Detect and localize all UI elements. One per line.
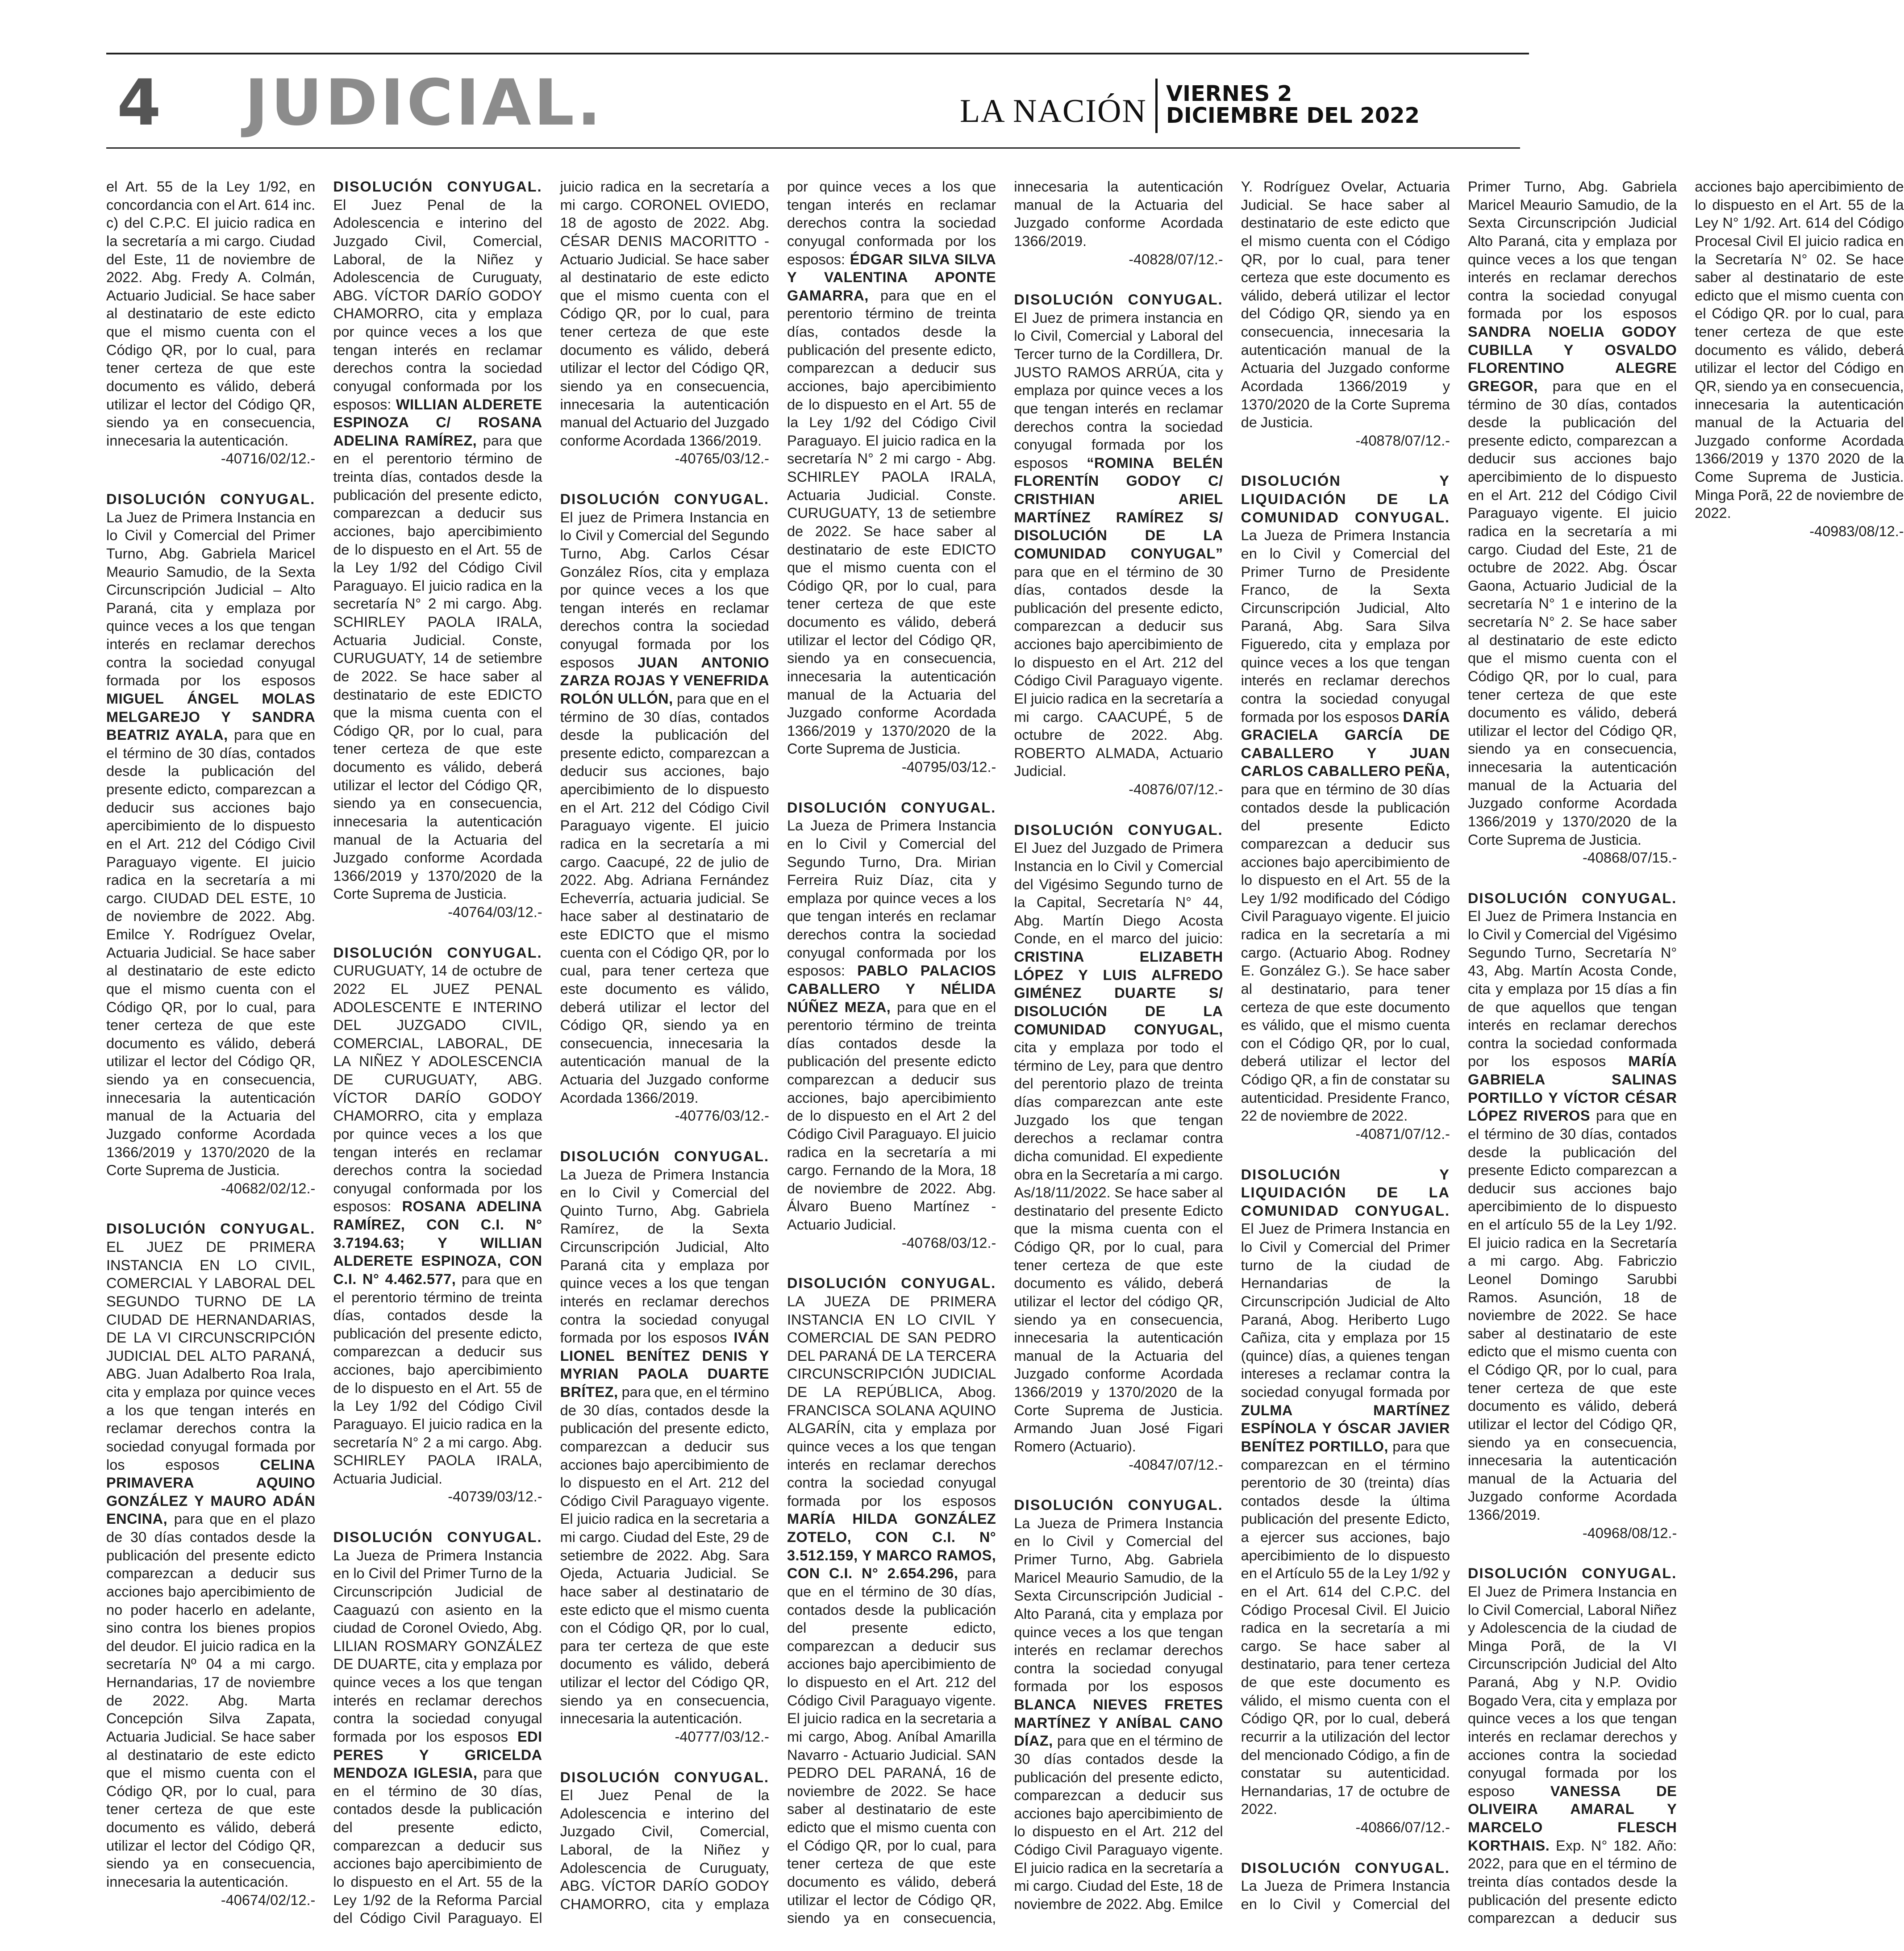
notice-body: para que, en el término de 30 días, contados desde la publicación del presente edicto, comparezcan a deducir sus acciones bajo apercibimiento de lo dispuesto en el Art. 212 del Código Civil Paraguayo vigente. El juicio radica en la secretaria a mi cargo. Ciudad del Este, 29 de setiembre de 2022. Abg. Sara Ojeda, Actuaria Judicial. Se hace saber al destinatario de este edicto que el mismo cuenta con el Código QR, por lo cual, para ter certeza de que este documento es válido, deberá utilizar el lector del Código QR, siendo ya en consecuencia, innecesaria la autenticación. (560, 1384, 769, 1727)
notice-heading: DISOLUCIÓN CONYUGAL. (1014, 292, 1223, 308)
legal-notice (1241, 1166, 1450, 1837)
notice-heading: DISOLUCIÓN CONYUGAL. (560, 1148, 769, 1164)
notice-reference: -40674/02/12.- (221, 1892, 316, 1908)
notice-heading: DISOLUCIÓN CONYUGAL. (1014, 1497, 1223, 1513)
notice-heading: DISOLUCIÓN CONYUGAL. (1014, 821, 1223, 838)
notice-intro: El Juez de Primera Instancia en lo Civil y Comercial del Vigésimo Segundo Turno, Secretaría N° 43, Abg. Martín Acosta Conde, cita y emplaza por 15 días a fin de que aquellos que tengan interés en reclamar derechos contra la sociedad conformada por los esposos (1467, 908, 1677, 1070)
notice-text (1468, 889, 1677, 1542)
notice-heading: DISOLUCIÓN Y LIQUIDACIÓN DE LA COMUNIDAD CONYUGAL. (1241, 473, 1450, 525)
notice-body: cita y emplaza por todo el término de Ley, para que dentro del perentorio plazo de treinta días comparezcan ante este Juzgado los que tengan derechos a reclamar contra dicha comunidad. El expediente obra en la Secretaría a mi cargo. As/18/11/2022. Se hace saber al destinatario del presente Edicto que la misma cuenta con el Código QR, por lo cual, para tener certeza de que este documento es válido, deberá utilizar el lector del código QR, siendo ya en consecuencia, innecesaria la autenticación manual de la Actuaria del Juzgado conforme Acordada 1366/2019 y 1370/2020 de la Corte Suprema de Justicia. Armando Juan José Figari Romero (Actuario). (1014, 1039, 1223, 1455)
notice-intro: El Juez de Primera Instancia en lo Civil Comercial, Laboral Niñez y Adolescencia de la ciudad de Minga Porã, de la VI Circunscripción Judicial del Alto Paraná, Abg y N.P. Ovidio Bogado Vera, cita y emplaza por quince veces a los que tengan interés en reclamar derechos y acciones contra la sociedad conyugal formada por los esposo (1467, 1583, 1677, 1799)
notice-heading: DISOLUCIÓN CONYUGAL. (787, 799, 996, 816)
notice-reference: -40876/07/12.- (1129, 781, 1223, 797)
notice-text (106, 490, 315, 1197)
notice-heading: DISOLUCIÓN CONYUGAL. (560, 1769, 769, 1785)
notice-body: para que comparezcan en el término perentorio de 30 (treinta) días contados desde la última publicación del presente Edicto, a ejercer sus acciones, bajo apercibimiento de lo dispuesto en el Artículo 55 de la Ley 1/92 y en el Art. 614 del C.P.C. del Código Procesal Civil. El Juicio radica en la secretaría a mi cargo. Se hace saber al destinatario, para tener certeza de que este documento es válido, el mismo cuenta con el Código QR, por lo cual, deberá recurrir a la utilización del lector del mencionado Código, a fin de constatar su autenticidad. Hernandarias, 17 de octubre de 2022. (1241, 1438, 1450, 1818)
legal-notice (333, 944, 542, 1506)
legal-notice (1241, 472, 1450, 1143)
notice-parties: DARÍA GRACIELA GARCÍA DE CABALLERO Y JUAN CARLOS CABALLERO PEÑA, (1241, 709, 1450, 780)
notice-reference: -40866/07/12.- (1355, 1819, 1450, 1835)
notice-body: para que en el término de 30 días, contados desde la publicación del presente edicto, comparezcan a deducir sus acciones bajo apercibimiento de lo dispuesto en el Art. 212 del Código Civil Paraguayo vigente. El juicio radica en la secretaría a mi cargo. CAACUPÉ, 5 de octubre de 2022. Abg. ROBERTO ALMADA, Actuario Judicial. (1014, 563, 1223, 780)
notice-heading: DISOLUCIÓN CONYUGAL. (333, 1529, 542, 1545)
top-rule (106, 53, 1529, 54)
notice-reference: -40682/02/12.- (221, 1180, 316, 1196)
legal-notice (106, 1220, 315, 1909)
notice-intro: La Juez de Primera Instancia en lo Civil y Comercial del Primer Turno, Abg. Gabriela Maricel Meaurio Samudio, de la Sexta Circunscripción Judicial – Alto Paraná, cita y emplaza por quince veces a los que tengan interés en reclamar derechos contra la sociedad conyugal formada por los esposos (106, 509, 316, 689)
notice-body: para que en el perentorio término de treinta días, contados desde la publicación del presente edicto, comparezcan a deducir sus acciones, bajo apercibimiento de lo dispuesto en el Art. 55 de la Ley 1/92 del Código Civil Paraguayo. El juicio radica en la secretaría N° 2 mi cargo - Abg. SCHIRLEY PAOLA IRALA, Actuaria Judicial. Conste. CURUGUATY, 13 de setiembre de 2022. Se hace saber al destinatario de este EDICTO que el mismo cuenta con el Código QR, por lo cual, para tener certeza de que este documento es válido, deberá utilizar el lector del Código QR, siendo ya en consecuencia, innecesaria la autenticación manual de la Actuaria del Juzgado conforme Acordada 1366/2019 y 1370/2020 de la Corte Suprema de Justicia. (787, 287, 996, 757)
notice-intro: La Jueza de Primera Instancia en lo Civil y Comercial del Primer Turno, Abg. Gabriela Maricel Meaurio Samudio, de la Sexta Circunscripción Judicial Alto Paraná, cita y emplaza por quince veces a los que tengan interés en reclamar derechos contra la sociedad conyugal formada por los esposos (1241, 179, 1677, 1912)
notice-heading: DISOLUCIÓN Y LIQUIDACIÓN DE LA COMUNIDAD CONYUGAL. (1241, 1166, 1450, 1219)
notice-body: para que en término de 30 días contados desde la publicación del presente Edicto comparezcan a deducir sus acciones bajo apercibimiento de lo dispuesto en el Art. 55 de la Ley 1/92 modificado del Código Civil Paraguayo vigente. El juicio radica en la secretaría a mi cargo. (Actuario Abog. Rodney E. González G.). Se hace saber al destinatario, para tener certeza de que este documento es válido, que el mismo cuenta con el Código QR, por lo cual, deberá utilizar el lector del Código QR, a fin de constatar su autenticidad. Presidente Franco, 22 de noviembre de 2022. (1241, 781, 1450, 1124)
notice-text (560, 1147, 769, 1746)
notice-body: para que en el perentorio término de treinta días contados desde la publicación del presente edicto comparezcan a deducir sus acciones, bajo apercibimiento de lo dispuesto en el Art 2 del Código Civil Paraguayo. El juicio radica en la secretaría a mi cargo. Fernando de la Mora, 18 de noviembre de 2022. Abg. Álvaro Bueno Martínez - Actuario Judicial. (787, 999, 996, 1233)
section-title: JUDICIAL. (245, 66, 604, 140)
notice-intro: El Juez de Primera Instancia en lo Civil y Comercial del Primer turno de la ciudad de Hernandarias de la Circunscripción Judicial de Alto Paraná, Abog. Heriberto Lugo Cañiza, cita y emplaza por 15 (quince) días, a quienes tengan intereses a reclamar contra la sociedad conyugal formada por (1241, 1221, 1450, 1400)
notice-parties: IVÁN LIONEL BENÍTEZ DENIS Y MYRIAN PAOLA DUARTE BRÍTEZ, (560, 1330, 769, 1400)
notice-text (333, 178, 542, 921)
notice-parties: BLANCA NIEVES FRETES MARTÍNEZ Y ANÍBAL CANO DÍAZ, (1014, 1697, 1223, 1749)
notice-parties: MIGUEL ÁNGEL MOLAS MELGAREJO Y SANDRA BEATRIZ AYALA, (106, 690, 316, 743)
notice-heading: DISOLUCIÓN CONYUGAL. (106, 1221, 316, 1237)
notice-intro: CURUGUATY, 14 de octubre de 2022 EL JUEZ PENAL ADOLESCENTE E INTERINO DEL JUZGADO CIVIL, COMERCIAL, LABORAL, DE LA NIÑEZ Y ADOLESCENCIA DE CURUGUATY, ABG. VÍCTOR DARÍO GODOY CHAMORRO, cita y emplaza por quince veces a los que tengan interés en reclamar derechos contra la sociedad conyugal conformada por los esposos: (333, 963, 542, 1215)
notice-body: para que en el perentorio término de treinta días, contados desde la publicación del presente edicto, comparezcan a deducir sus acciones, bajo apercibimiento de lo dispuesto en el Art. 55 de la Ley 1/92 del Código Civil Paraguayo. El juicio radica en la secretaría N° 2 mi cargo. Abg. SCHIRLEY PAOLA IRALA, Actuaria Judicial. Conste, CURUGUATY, 14 de setiembre de 2022. Se hace saber al destinatario de este EDICTO que la misma cuenta con el Código QR, por lo cual, para tener certeza de que este documento es válido, deberá utilizar el lector del Código QR, siendo ya en consecuencia, innecesaria la autenticación manual de la Actuaria del Juzgado conforme Acordada 1366/2019 y 1370/2020 de la Corte Suprema de Justicia. (333, 432, 542, 902)
date-separator (1155, 79, 1158, 133)
notice-body: para que en el plazo de 30 días contados desde la publicación del presente edicto comparezcan a deducir sus acciones bajo apercibimiento de no poder hacerlo en adelante, sino contra los bienes propios del deudor. El juicio radica en la secretaría Nº 04 a mi cargo. Hernandarias, 17 de noviembre de 2022. Abg. Marta Concepción Silva Zapata, Actuaria Judicial. Se hace saber al destinatario de este edicto que el mismo cuenta con el Código QR, por lo cual, para tener certeza de que este documento es válido, deberá utilizar el lector del Código QR, siendo ya en consecuencia, innecesaria la autenticación. (106, 1511, 316, 1890)
notice-intro: El Juez del Juzgado de Primera Instancia en lo Civil y Comercial del Vigésimo Segundo turno de la Capital, Secretaría N° 44, Abg. Martín Diego Acosta Conde, en el marco del juicio: (1014, 840, 1223, 947)
notice-parties: SANDRA NOELIA GODOY CUBILLA Y OSVALDO FLORENTINO ALEGRE GREGOR, (1467, 324, 1677, 394)
legal-notice (1468, 889, 1677, 1542)
notice-body: para que en el término de 30 días, contados desde la publicación del presente edicto, comparezcan a deducir sus acciones, bajo apercibimiento de lo dispuesto en el Art. 212 del Código Civil Paraguayo vigente. El juicio radica en la secretaría a mi cargo. Caacupé, 22 de julio de 2022. Abg. Adriana Fernández Echeverría, actuaria judicial. Se hace saber al destinatario de este EDICTO que el mismo cuenta con el Código QR, por lo cual, para tener certeza que este documento es válido, deberá utilizar el lector del Código QR, siendo ya en consecuencia, innecesaria la autenticación manual de la Actuaria del Juzgado conforme Acordada 1366/2019. (560, 690, 769, 1106)
notice-text (1014, 291, 1223, 799)
notice-reference: -40983/08/12.- (1809, 523, 1904, 539)
notice-reference: -40768/03/12.- (901, 1234, 996, 1251)
notice-reference: -40847/07/12.- (1129, 1456, 1223, 1473)
notice-text (106, 178, 315, 468)
notice-text (1241, 472, 1450, 1143)
notice-heading: DISOLUCIÓN CONYUGAL. (1467, 890, 1677, 906)
legal-notice (106, 490, 315, 1197)
notice-body: para que en el término de 30 días, contados desde la publicación del presente edicto, comparezcan a deducir sus acciones bajo apercibimiento de lo dispuesto en el Art. 212 del Código Civil Paraguayo vigente. El juicio radica en la secretaria a mi cargo, Abog. Aníbal Amarilla Navarro - Actuario Judicial. SAN PEDRO DEL PARANÁ, 16 de noviembre de 2022. Se hace saber al destinatario de este edicto que el mismo cuenta con el Código QR, por lo cual, para tener certeza de que este documento es válido, deberá utilizar el lector de Código QR, siendo ya en consecuencia, innecesaria la autenticación manual de la Actuaria del Juzgado conforme Acordada 1366/2019. (787, 179, 1223, 1926)
notice-intro: el Art. 55 de la Ley 1/92, en concordancia con el Art. 614 inc. c) del C.P.C. El juicio radica en la secretaría a mi cargo. Ciudad del Este, 11 de noviembre de 2022. Abg. Fredy A. Colmán, Actuario Judicial. Se hace saber al destinatario de este edicto que el mismo cuenta con el Código QR, por lo cual, para tener certeza de que este documento es válido, deberá utilizar el lector del Código QR, siendo ya en consecuencia, innecesaria la autenticación. (106, 179, 316, 449)
issue-date-month-year: DICIEMBRE DEL 2022 (1166, 103, 1420, 128)
notice-text (1241, 1166, 1450, 1837)
issue-date (1166, 83, 1420, 127)
notice-reference: -40868/07/15.- (1582, 850, 1677, 866)
notice-parties: VANESSA DE OLIVEIRA AMARAL Y MARCELO FLESCH KORTHAIS. (1467, 1783, 1677, 1854)
notice-intro: La Jueza de Primera Instancia en lo Civil y Comercial del Primer Turno de Presidente Franco, de la Sexta Circunscripción Judicial, Alto Paraná, Abg. Sara Silva Figueredo, cita y emplaza por quince veces a los que tengan interés en reclamar derechos contra la sociedad conyugal formada por los esposos (1241, 527, 1450, 725)
notice-parties: EDI PERES Y GRICELDA MENDOZA IGLESIA, (333, 1728, 542, 1781)
notice-reference: -40739/03/12.- (448, 1488, 542, 1505)
notice-reference: -40764/03/12.- (448, 904, 542, 920)
notice-parties: MARÍA GABRIELA SALINAS PORTILLO Y VÍCTOR CÉSAR LÓPEZ RIVEROS (1467, 1053, 1677, 1124)
notice-body: para que en el término de 30 días, contados desde la publicación del presente edicto, comparezcan a deducir sus acciones bajo apercibimiento de lo dispuesto en el Art. 212 del Código Civil Paraguayo vigente. El juicio radica en la secretaría a mi cargo. Ciudad del Este, 21 de octubre de 2022. Abg. Óscar Gaona, Actuario Judicial de la secretaría N° 1 e interino de la secretaría N° 2. Se hace saber al destinatario de este edicto que el mismo cuenta con el Código QR, por lo cual, para tener certeza de que este documento es válido, deberá utilizar el lector del Código QR, siendo ya en consecuencia, innecesaria la autenticación manual de la Actuaria del Juzgado conforme Acordada 1366/2019 y 1370/2020 de la Corte Suprema de Justicia. (1467, 378, 1677, 848)
notice-parties: CRISTINA ELIZABETH LÓPEZ Y LUIS ALFREDO GIMÉNEZ DUARTE S/ DISOLUCIÓN DE LA COMUNIDAD CONYUGAL, (1014, 949, 1223, 1038)
notice-reference: -40776/03/12.- (675, 1108, 769, 1124)
notice-reference: -40716/02/12.- (221, 450, 316, 467)
notice-heading: DISOLUCIÓN CONYUGAL. (1467, 1565, 1677, 1582)
notice-body: para que en el término de 30 días, contados desde la publicación del presente Edicto comparezcan a deducir sus acciones bajo apercibimiento de lo dispuesto en el artículo 55 de la Ley 1/92. El juicio radica en la Secretaría a mi cargo. Abg. Fabriczio Leonel Domingo Sarubbi Ramos. Asunción, 18 de noviembre de 2022. Se hace saber al destinatario de este edicto que el mismo cuenta con el Código QR, por lo cual, para tener certeza de que este documento es válido, deberá utilizar el lector del Código QR, siendo ya en consecuencia, innecesaria la autenticación manual de la Actuaria del Juzgado conforme Acordada 1366/2019. (1467, 1108, 1677, 1523)
notice-parties: JUAN ANTONIO ZARZA ROJAS Y VENEFRIDA ROLÓN ULLÓN, (560, 654, 769, 707)
notice-text (106, 1220, 315, 1909)
page-number: 4 (117, 66, 161, 140)
notice-heading: DISOLUCIÓN CONYUGAL. (333, 944, 542, 961)
notice-reference: -40968/08/12.- (1582, 1525, 1677, 1541)
notice-heading: DISOLUCIÓN CONYUGAL. (333, 179, 542, 195)
legal-notice (1014, 821, 1223, 1474)
notice-parties: “ROMINA BELÉN FLORENTÍN GODOY C/ CRISTHIAN ARIEL MARTÍNEZ RAMÍREZ S/ DISOLUCIÓN DE LA COMUNIDAD CONYUGAL” (1014, 454, 1223, 562)
notice-intro: El juez de Primera Instancia en lo Civil y Comercial del Segundo Turno, Abg. Carlos César González Ríos, cita y emplaza por quince veces a los que tengan interés en reclamar derechos contra la sociedad conyugal formada por los esposos (560, 509, 769, 671)
notice-intro: EL JUEZ DE PRIMERA INSTANCIA EN LO CIVIL, COMERCIAL Y LABORAL DEL SEGUNDO TURNO DE LA CIUDAD DE HERNANDARIAS, DE LA VI CIRCUNSCRIPCIÓN JUDICIAL DEL ALTO PARANÁ, ABG. Juan Adalberto Roa Irala, cita y emplaza por quince veces a los que tengan interés en reclamar derechos contra la sociedad conyugal formada por los esposos (106, 1239, 316, 1473)
notice-reference: -40777/03/12.- (675, 1728, 769, 1745)
notice-intro: El Juez Penal de la Adolescencia e interino del Juzgado Civil, Comercial, Laboral, de la Niñez y Adolescencia de Curuguaty, ABG. VÍCTOR DARÍO GODOY CHAMORRO, cita y emplaza por quince veces a los que tengan interés en reclamar derechos contra la sociedad conyugal conformada por los esposos: (560, 179, 996, 1912)
notice-parties: WILLIAN ALDERETE ESPINOZA C/ ROSANA ADELINA RAMÍREZ, (333, 396, 542, 449)
legal-notice (787, 799, 996, 1252)
classified-columns (106, 178, 1904, 1928)
notice-intro: El Juez Penal de la Adolescencia e interino del Juzgado Civil, Comercial, Laboral, de la Niñez y Adolescencia de Curuguaty, ABG. VÍCTOR DARÍO GODOY CHAMORRO, cita y emplaza por quince veces a los que tengan interés en reclamar derechos contra la sociedad conyugal conformada por los esposos: (333, 196, 542, 413)
notice-reference: -40828/07/12.- (1129, 251, 1223, 267)
notice-body: para que en el término de 30 días, contados desde la publicación del presente edicto, comparezcan a deducir sus acciones bajo apercibimiento de lo dispuesto en el Art. 55 de la Ley 1/92 de la Reforma Parcial del Código Civil Paraguayo. El juicio radica en la secretaría a mi cargo. CORONEL OVIEDO, 18 de agosto de 2022. Abg. CÉSAR DENIS MACORITTO - Actuario Judicial. Se hace saber al destinatario de este edicto que el mismo cuenta con el Código QR, por lo cual, para tener certeza de que este documento es válido, deberá utilizar el lector del Código QR, siendo ya en consecuencia, innecesaria la autenticación manual del Actuario del Juzgado conforme Acordada 1366/2019. (333, 179, 769, 1926)
legal-notice (106, 178, 315, 468)
notice-heading: DISOLUCIÓN CONYUGAL. (560, 491, 769, 507)
notice-heading: DISOLUCIÓN CONYUGAL. (106, 491, 316, 507)
legal-notice (560, 490, 769, 1125)
notice-reference: -40795/03/12.- (901, 759, 996, 775)
newspaper-logo: LA NACIÓN (960, 93, 1147, 129)
notice-heading: DISOLUCIÓN CONYUGAL. (1241, 1859, 1450, 1876)
notice-body: Exp. N° 182. Año: 2022, para que en el término de treinta días contados desde la publicación del presente edicto comparezcan a deducir sus acciones bajo apercibimiento de lo dispuesto en el Art. 55 de la Ley N° 1/92. Art. 614 del Código Procesal Civil El juicio radica en la Secretaría N° 02. Se hace saber al destinatario de este edicto que el mismo cuenta con el Código QR. por lo cual, para tener certeza de que este documento es válido, deberá utilizar el lector del Código en QR, siendo ya en consecuencia, innecesaria la autenticación manual de la Actuaria del Juzgado conforme Acordada 1366/2019 y 1370 2020 de la Come Suprema de Justicia. Minga Porã, 22 de noviembre de 2022. (1467, 179, 1904, 1926)
notice-parties: CELINA PRIMAVERA AQUINO GONZÁLEZ Y MAURO ADÁN ENCINA, (106, 1456, 316, 1527)
header-rule (106, 147, 1520, 149)
notice-body: para que en el perentorio término de treinta días, contados desde la publicación del presente edicto, comparezcan a deducir sus acciones, bajo apercibimiento de lo dispuesto en el Art. 55 de la Ley 1/92 del Código Civil Paraguayo. El juicio radica en la secretaría N° 2 a mi cargo. Abg. SCHIRLEY PAOLA IRALA, Actuaria Judicial. (333, 1271, 542, 1487)
notice-intro: LA JUEZA DE PRIMERA INSTANCIA EN LO CIVIL Y COMERCIAL DE SAN PEDRO DEL PARANÁ DE LA TERCERA CIRCUNSCRIPCIÓN JUDICIAL DE LA REPÚBLICA, Abog. FRANCISCA SOLANA AQUINO ALGARÍN, cita y emplaza por quince veces a los que tengan interés en reclamar derechos contra la sociedad conyugal formada por los esposos (787, 1293, 996, 1509)
issue-date-weekday: VIERNES 2 (1166, 81, 1292, 106)
notice-body: para que en el término de 30 días, contados desde la publicación del presente edicto, comparezcan a deducir sus acciones bajo apercibimiento de lo dispuesto en el Art. 212 del Código Civil Paraguayo vigente. El juicio radica en la secretaría a mi cargo. CIUDAD DEL ESTE, 10 de noviembre de 2022. Abg. Emilce Y. Rodríguez Ovelar, Actuaria Judicial. Se hace saber al destinatario de este edicto que el mismo cuenta con el Código QR, por lo cual, para tener certeza de que este documento es válido, deberá utilizar el lector del Código QR, siendo ya en consecuencia, innecesaria la autenticación manual de la Actuaria del Juzgado conforme Acordada 1366/2019 y 1370/2020 de la Corte Suprema de Justicia. (106, 727, 316, 1179)
notice-text (333, 944, 542, 1506)
notice-parties: PABLO PALACIOS CABALLERO Y NÉLIDA NÚÑEZ MEZA, (787, 963, 996, 1015)
notice-reference: -40765/03/12.- (675, 450, 769, 467)
notice-parties: ROSANA ADELINA RAMÍREZ, CON C.I. N° 3.7194.63; Y WILLIAN ALDERETE ESPINOZA, CON C.I. N° 4.462.577, (333, 1198, 542, 1287)
notice-intro: La Jueza de Primera Instancia en lo Civil y Comercial del Quinto Turno, Abg. Gabriela Ramírez, de la Sexta Circunscripción Judicial, Alto Paraná cita y emplaza por quince veces a los que tengan interés en reclamar derechos contra la sociedad conyugal formada por los esposos (560, 1166, 769, 1346)
notice-parties: MARÍA HILDA GONZÁLEZ ZOTELO, CON C.I. N° 3.512.159, Y MARCO RAMOS, CON C.I. N° 2.654.296, (787, 1511, 996, 1582)
notice-heading: DISOLUCIÓN CONYUGAL. (787, 1275, 996, 1292)
notice-text (787, 799, 996, 1252)
notice-intro: La Jueza de Primera Instancia en lo Civil del Primer Turno de la Circunscripción Judicial de Caaguazú con asiento en la ciudad de Coronel Oviedo, Abg. LILIAN ROSMARY GONZÁLEZ DE DUARTE, cita y emplaza por quince veces a los que tengan interés en reclamar derechos contra la sociedad conyugal formada por los esposos (333, 1547, 542, 1745)
notice-parties: ZULMA MARTÍNEZ ESPÍNOLA Y ÓSCAR JAVIER BENÍTEZ PORTILLO, (1241, 1402, 1450, 1455)
notice-intro: La Jueza de Primera Instancia en lo Civil y Comercial del Segundo Turno, Dra. Mirian Ferreira Ruiz Díaz, cita y emplaza por quince veces a los que tengan interés en reclamar derechos contra la sociedad conyugal conformada por los esposos: (787, 817, 996, 979)
legal-notice (1014, 291, 1223, 799)
notice-text (1014, 821, 1223, 1474)
notice-intro: La Jueza de Primera Instancia en lo Civil y Comercial del Primer Turno, Abg. Gabriela Maricel Meaurio Samudio, de la Sexta Circunscripción Judicial - Alto Paraná, cita y emplaza por quince veces a los que tengan interés en reclamar derechos contra la sociedad conyugal formada por los esposos (1014, 1515, 1223, 1695)
legal-notice (333, 178, 542, 921)
notice-reference: -40871/07/12.- (1355, 1126, 1450, 1142)
notice-text (560, 490, 769, 1125)
notice-parties: ÉDGAR SILVA SILVA Y VALENTINA APONTE GAMARRA, (787, 251, 996, 304)
legal-notice (560, 1147, 769, 1746)
notice-reference: -40878/07/12.- (1355, 432, 1450, 449)
notice-intro: El Juez de primera instancia en lo Civil, Comercial y Laboral del Tercer turno de la Cordillera, Dr. JUSTO RAMOS ARRÚA, cita y emplaza por quince veces a los que tengan interés en reclamar derechos contra la sociedad conyugal formada por los esposos (1014, 309, 1223, 471)
notice-body: para que en el término de 30 días contados desde la publicación del presente edicto, comparezcan a deducir sus acciones bajo apercibimiento de lo dispuesto en el Art. 212 del Código Civil Paraguayo vigente. El juicio radica en la secretaría a mi cargo. Ciudad del Este, 18 de noviembre de 2022. Abg. Emilce Y. Rodríguez Ovelar, Actuaria Judicial. Se hace saber al destinatario de este edicto que el mismo cuenta con el Código QR, por lo cual, para tener certeza que este documento es válido, deberá utilizar el lector del Código QR, siendo ya en consecuencia, innecesaria la autenticación manual de la Actuaria del Juzgado conforme Acordada 1366/2019 y 1370/2020 de la Corte Suprema de Justicia. (1014, 179, 1450, 1912)
